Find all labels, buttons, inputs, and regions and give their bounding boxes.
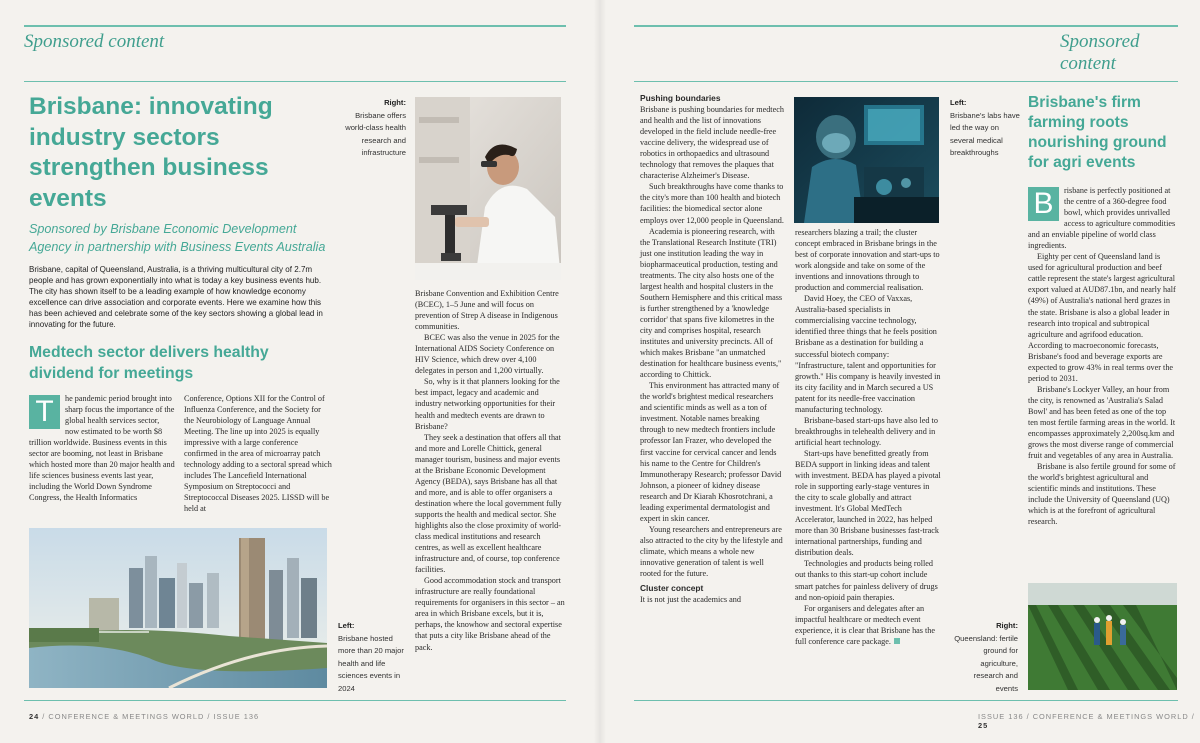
gutter: [594, 0, 606, 743]
intro-paragraph: Brisbane, capital of Queensland, Australia, is a thriving multicultural city of 2.7m people and has grown exponentially into what is today a key business events hub. The city has shown itself to be a leading example of how knowledge economy excellence can drive association and corporate events. Here we examine how this has been achieved and celebrate some of the key sectors showing a global lead in innovating for the future.: [29, 265, 323, 329]
colB-paragraph: Technologies and products being rolled out thanks to this start-up cohort include smart patches for painless delivery of drugs and non-opioid pain therapies.: [795, 559, 938, 602]
body-column-b: [795, 227, 941, 647]
footer-rule-right: [634, 700, 1178, 701]
main-headline: Brisbane: innovating industry sectors strengthen business events: [29, 93, 273, 212]
col3-paragraph: BCEC was also the venue in 2025 for the International AIDS Society Conference on HIV Science, which drew over 4,100 delegates in person and 1,200 virtually.: [415, 333, 560, 376]
lab-photo: [794, 97, 939, 223]
col2-text: Conference, Options XII for the Control of Influenza Conference, and the Society for the Neurobiology of Language Annual Meeting. The line up into 2025 is equally impressive with a large conference confirmed in the area of microarray patch technology adding to a sectoral spread which includes The Lancefield International Symposium on Streptococci and Streptococcal Diseases 2025. LISSD will be held at: [184, 394, 332, 514]
end-mark: [894, 638, 900, 644]
caption-scientist-label: Right:: [384, 98, 406, 107]
scientist-photo: [415, 97, 561, 280]
col3-paragraph: Good accommodation stock and transport infrastructure are really foundational requirements for organisers in this sector – an area in which Brisbane excels, but it is, perhaps, the knowhow and sectoral expertise that puts a city like Brisbane ahead of the pack.: [415, 576, 565, 652]
colA-paragraph: Brisbane is pushing boundaries for medtech and health and the list of innovations developed in the field include needle-free vaccine delivery, the widespread use of robotics in orthopaedics and ultrasound technology that removes the plaques that characterise Alzheimer's Disease.: [640, 105, 784, 181]
agri-first-text: risbane is perfectly positioned at the centre of a 360-degree food bowl, which provides unrivalled access to agriculture commodities and an enviable pipeline of world class ingredients.: [1028, 186, 1176, 251]
body-column-agri: [1028, 185, 1176, 527]
page-number-25: 25: [978, 721, 989, 730]
col3-paragraph: Brisbane Convention and Exhibition Centre (BCEC), 1–5 June and will focus on prevention of Strep A disease in Indigenous communities.: [415, 289, 559, 332]
colB-paragraph: For organisers and delegates after an impactful healthcare or medtech event experience, it is clear that Brisbane has the full conference care package.: [795, 603, 936, 646]
drop-cap-b: B: [1028, 187, 1059, 221]
agri-headline: Brisbane's firm farming roots nourishing ground for agri events: [1028, 94, 1167, 171]
page-number-24: 24: [29, 712, 40, 721]
caption-scientist-text: Brisbane offers world-class health research and infrastructure: [345, 110, 406, 158]
body-column-a: [640, 93, 786, 605]
caption-farm-label: Right:: [996, 621, 1018, 630]
section-headline-medtech: Medtech sector delivers healthy dividend for meetings: [29, 344, 269, 382]
subhead-pushing-boundaries: Pushing boundaries: [640, 93, 721, 103]
colA-paragraph: Young researchers and entrepreneurs are also attracted to the city by the lifestyle and climate, which means a whole new innovative generation of talent is well rooted for the future.: [640, 524, 783, 579]
agri-paragraph: Brisbane's Lockyer Valley, an hour from the city, is renowned as 'Australia's Salad Bowl' and has been feted as one of the top ten most fertile farming areas in the world. It encompasses approximately 2,200sq.km and grows the most diverse range of commercial fruit and vegetables of any area in Australia.: [1028, 384, 1176, 461]
caption-lab-label: Left:: [950, 98, 967, 107]
agri-paragraph: Eighty per cent of Queensland land is used for agricultural production and beef cattle represent the state's largest agricultural export valued at AUD87.1bn, and nearly half (49%) of Australia's national herd grazes in the state. Brisbane is also a global leader in research into tropical and subtropical agriculture and agrifood education. According to macroeconomic forecasts, Brisbane's food and beverage exports are expected to grow 43% in real terms over the period to 2031.: [1028, 252, 1176, 383]
colB-paragraph: researchers blazing a trail; the cluster concept embraced in Brisbane brings in the best of corporate innovation and start-ups to work alongside and take on some of the inventions and innovations through to production and commercial realisation.: [795, 228, 940, 293]
colB-paragraph: Brisbane-based start-ups have also led to breakthroughs in telehealth delivery and in artificial heart technology.: [795, 415, 938, 447]
agri-paragraph: Brisbane is also fertile ground for some of the world's brightest agricultural and scientific minds and institutions. These include the University of Queensland (UQ) which is at the forefront of agricultural research.: [1028, 462, 1176, 527]
subhead-cluster-concept: Cluster concept: [640, 583, 704, 594]
caption-farm-text: Queensland: fertile ground for agriculture, research and events: [954, 633, 1018, 693]
col1-text: he pandemic period brought into sharp focus the importance of the global health services sector, now estimated to be worth $8 trillion worldwide. Business events in this sector are booming, not least in Brisbane which hosted more than 20 major health and life sciences business events last year, including the World Down Syndrome Congress, the Health Informatics: [29, 394, 175, 503]
body-column-2: [184, 393, 332, 515]
brisbane-city-photo: [29, 528, 327, 688]
col3-paragraph: So, why is it that planners looking for the best impact, legacy and academic and industry networking opportunities for their health and medtech events are drawn to Brisbane?: [415, 377, 560, 431]
caption-scientist: [336, 97, 406, 160]
footer-right-text: ISSUE 136 / CONFERENCE & MEETINGS WORLD /: [978, 712, 1195, 721]
top-rule-right: [634, 25, 1178, 27]
caption-city-label: Left:: [338, 621, 355, 630]
drop-cap-t: T: [29, 395, 60, 429]
colA-paragraph: This environment has attracted many of the world's brightest medical researchers and scientific minds as well as a ton of investment. Notable names breaking through to new medtech frontiers include professor Ian Frazer, who developed the first vaccine for cervical cancer and lends his name to the Centre for Children's Immunotherapy Research; professor David Johnson, a pioneer of kidney disease research and Dr Kiarah Khosrotchrani, a leading experimental dermatologist and expert in skin cancer.: [640, 381, 782, 523]
sponsored-label-right: Sponsored content: [1060, 31, 1140, 74]
caption-city-text: Brisbane hosted more than 20 major health and life sciences events in 2024: [338, 633, 404, 693]
caption-lab-text: Brisbane's labs have led the way on several medical breakthroughs: [950, 110, 1020, 158]
footer-left: 24 / CONFERENCE & MEETINGS WORLD / ISSUE 136: [29, 712, 260, 721]
caption-farm: [950, 620, 1018, 696]
colA-paragraph: Academia is pioneering research, with the Translational Research Institute (TRI) just one institution leading the way in biopharmaceutical production, testing and treatments. The city also hosts one of the largest health and hospital clusters in the Southern Hemisphere and this critical mass is further strengthened by a 'knowledge corridor' that spans five kilometres in the city and comprises hospital, research institutes and university precincts. All of which makes Brisbane "an unmatched destination for healthcare business events," according to Chittick.: [640, 226, 783, 380]
colA-paragraph: Such breakthroughs have come thanks to the city's more than 100 health and biotech facilities: the biomedical sector alone employs over 12,000 people in Queensland.: [640, 182, 784, 225]
farm-photo: [1028, 583, 1177, 690]
caption-city: [338, 620, 408, 696]
footer-rule-left: [24, 700, 566, 701]
body-column-1: [29, 393, 175, 503]
colB-paragraph: Start-ups have benefitted greatly from BEDA support in linking ideas and talent with investment. BEDA has played a pivotal role in supporting early-stage ventures in the city to scale globally and attract investment. It's Global MedTech Accelerator, launched in 2022, has helped more than 30 Brisbane businesses fast-track international partnerships, funding and distribution deals.: [795, 448, 941, 558]
header-rule-left: [24, 81, 566, 82]
colA-paragraph: It is not just the academics and: [640, 595, 741, 605]
top-rule-left: [24, 25, 566, 27]
body-column-3: [415, 288, 565, 653]
colB-paragraph: David Hoey, the CEO of Vaxxas, Australia-based specialists in commercialising vaccine technology, identified three things that he feels position Brisbane as a destination for building a successful biotech company: "Infrastructure, talent and opportunities for growth." His company is heavily invested in its city facility and in March secured a US patent for its needle-free vaccination manufacturing technology.: [795, 294, 941, 414]
sponsored-label-left: Sponsored content: [24, 31, 165, 52]
caption-lab: [950, 97, 1022, 160]
footer-right: [978, 712, 1200, 730]
sponsor-subhead: Sponsored by Brisbane Economic Development Agency in partnership with Business Events Australia: [29, 222, 326, 255]
footer-left-text: CONFERENCE & MEETINGS WORLD / ISSUE 136: [48, 712, 260, 721]
header-rule-right: [634, 81, 1178, 82]
col3-paragraph: They seek a destination that offers all that and more and Lorelle Chittick, general manager tourism, business and major events at the Brisbane Economic Development Agency (BEDA), says Brisbane has all that and more, and is able to offer organisers a destination where the local government fully supports the health and medical sector. She highlights also the close proximity of world-class medical institutions and research centres, as well as excellent healthcare infrastructure and, of course, top conference facilities.: [415, 432, 562, 575]
